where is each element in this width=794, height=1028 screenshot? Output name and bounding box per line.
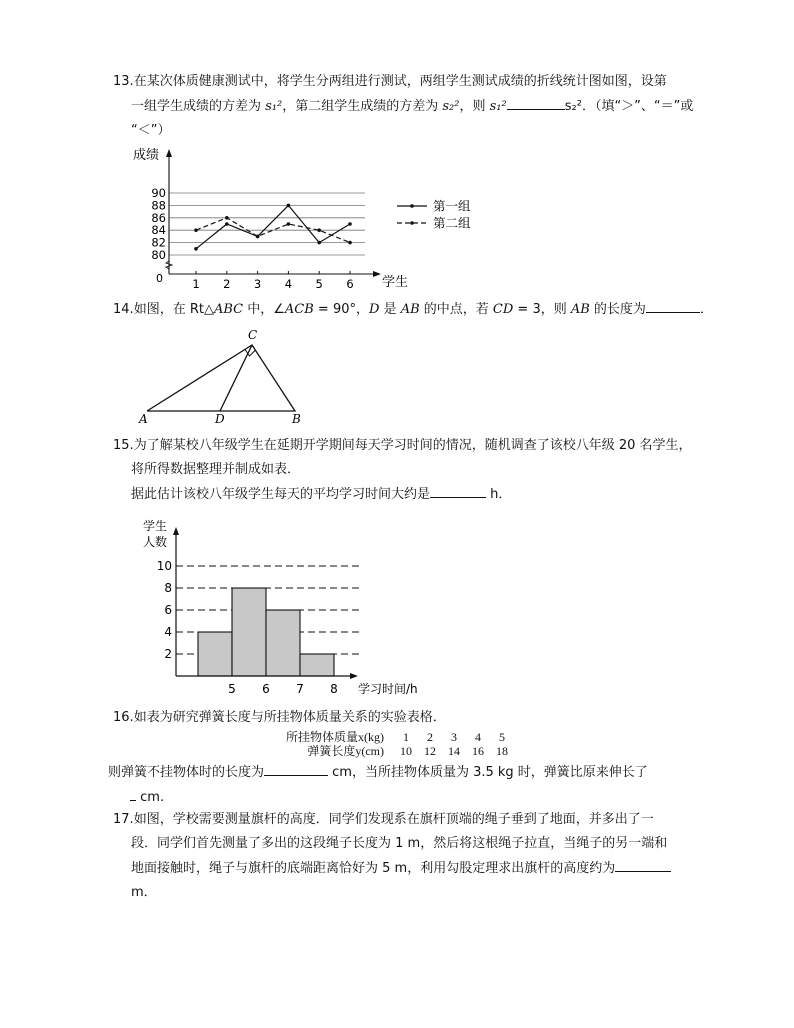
q14-answer-blank[interactable] bbox=[646, 297, 700, 313]
chart1-origin: 0 bbox=[156, 272, 163, 285]
data-point-group2 bbox=[256, 235, 260, 239]
y-axis-arrow bbox=[173, 527, 179, 535]
table-cell: 3 bbox=[451, 730, 457, 744]
legend-marker bbox=[410, 204, 414, 208]
q13-line2: 一组学生成绩的方差为 s₁²，第二组学生成绩的方差为 s₂²，则 s₁² s₂²．（填“＞”、“＝”或 bbox=[113, 94, 713, 119]
line-chart bbox=[125, 143, 495, 293]
x-tick-label: 6 bbox=[262, 682, 270, 696]
x-tick-label: 2 bbox=[223, 277, 231, 291]
q16-line3: cm. bbox=[108, 785, 708, 810]
chart2-ylabel-2: 人数 bbox=[143, 535, 168, 549]
triangle-outline bbox=[147, 345, 295, 411]
table-cell: 18 bbox=[496, 744, 508, 758]
x-tick-label: 8 bbox=[330, 682, 338, 696]
q13-line3: “＜”） bbox=[131, 123, 171, 138]
triangle-figure bbox=[135, 325, 310, 425]
data-point-group2 bbox=[287, 222, 291, 226]
chart2-xlabel: 学习时间/h bbox=[358, 682, 418, 696]
data-point-group2 bbox=[348, 241, 352, 245]
data-point-group2 bbox=[194, 228, 198, 232]
q15-line1: 15.为了解某校八年级学生在延期开学期间每天学习时间的情况，随机调查了该校八年级 20 名学生， bbox=[113, 438, 692, 453]
question-16-cont bbox=[108, 760, 708, 810]
table-cell: 14 bbox=[448, 744, 460, 758]
chart1-xlabel: 学生 bbox=[382, 275, 409, 290]
table-cell: 5 bbox=[499, 730, 505, 744]
data-point-group1 bbox=[225, 222, 229, 226]
histogram-bar bbox=[266, 610, 300, 676]
histogram-chart bbox=[140, 515, 440, 700]
spring-table bbox=[280, 730, 514, 758]
label-a: A bbox=[139, 412, 148, 425]
question-14 bbox=[113, 297, 713, 322]
histogram-bar bbox=[300, 654, 334, 676]
x-tick-label: 3 bbox=[253, 277, 262, 291]
q14-line1: 14.如图，在 Rt△ABC 中，∠ACB = 90°，D 是 AB 的中点，若 CD = 3，则 AB 的长度为 ． bbox=[113, 297, 713, 322]
label-c: C bbox=[248, 328, 258, 342]
label-b: B bbox=[292, 412, 301, 425]
q16-line1: 16.如表为研究弹簧长度与所挂物体质量关系的实验表格． bbox=[113, 710, 446, 725]
y-tick-label: 84 bbox=[151, 223, 166, 238]
question-17 bbox=[113, 808, 713, 905]
x-axis-arrow bbox=[373, 271, 381, 277]
x-tick-label: 5 bbox=[228, 682, 236, 696]
row-label-mass: 所挂物体质量x(kg) bbox=[286, 730, 384, 744]
y-tick-label: 8 bbox=[164, 581, 172, 595]
y-tick-label: 4 bbox=[164, 625, 172, 639]
histogram-bar bbox=[198, 632, 232, 676]
table-cell: 10 bbox=[400, 744, 412, 758]
table-row bbox=[280, 730, 514, 744]
y-tick-label: 2 bbox=[164, 647, 172, 661]
q15-answer-blank[interactable] bbox=[430, 482, 486, 498]
question-15 bbox=[113, 434, 713, 507]
legend-label-group2: 第二组 bbox=[433, 215, 471, 231]
y-tick-label: 10 bbox=[156, 559, 172, 573]
table-cell: 12 bbox=[424, 744, 436, 758]
x-tick-label: 4 bbox=[284, 277, 293, 291]
y-tick-label: 86 bbox=[151, 210, 166, 225]
data-point-group2 bbox=[225, 216, 229, 220]
q13-answer-blank[interactable] bbox=[507, 94, 565, 110]
histogram-bar bbox=[232, 588, 266, 676]
question-16 bbox=[113, 706, 713, 730]
y-axis-arrow bbox=[166, 149, 172, 157]
y-tick-label: 88 bbox=[151, 198, 166, 213]
y-tick-label: 80 bbox=[151, 248, 166, 262]
row-label-length: 弹簧长度y(cm) bbox=[307, 744, 384, 758]
x-tick-label: 7 bbox=[296, 682, 304, 696]
q15-line3: 据此估计该校八年级学生每天的平均学习时间大约是 h． bbox=[113, 482, 713, 507]
q17-line2: 段．同学们首先测量了多出的这段绳子长度为 1 m，然后将这根绳子拉直，当绳子的另一端和 bbox=[131, 836, 668, 851]
x-tick-label: 1 bbox=[192, 277, 200, 291]
q15-line2: 将所得数据整理并制成如表． bbox=[131, 462, 301, 477]
x-tick-label: 5 bbox=[315, 277, 323, 291]
data-point-group1 bbox=[348, 222, 352, 226]
x-tick-label: 6 bbox=[346, 277, 354, 291]
q13-line1: 13.在某次体质健康测试中，将学生分两组进行测试，两组学生测试成绩的折线统计图如图，设第 bbox=[113, 74, 667, 89]
data-point-group1 bbox=[287, 204, 291, 208]
chart1-ylabel: 成绩 bbox=[133, 148, 160, 163]
legend-marker bbox=[410, 221, 414, 225]
table-row bbox=[280, 744, 514, 758]
q17-line1: 17.如图，学校需要测量旗杆的高度．同学们发现系在旗杆顶端的绳子垂到了地面，并多出了一 bbox=[113, 812, 654, 827]
y-tick-label: 82 bbox=[151, 235, 166, 250]
table-cell: 1 bbox=[403, 730, 409, 744]
y-tick-label: 90 bbox=[151, 186, 166, 200]
table-cell: 2 bbox=[427, 730, 433, 744]
table-cell: 4 bbox=[475, 730, 481, 744]
data-point-group1 bbox=[317, 241, 321, 245]
chart2-ylabel-1: 学生 bbox=[143, 519, 168, 533]
question-13 bbox=[113, 70, 713, 143]
q17-line4: m． bbox=[131, 885, 157, 900]
q17-line3: 地面接触时，绳子与旗杆的底端距离恰好为 5 m，利用勾股定理求出旗杆的高度约为 bbox=[113, 856, 713, 881]
q16-answer-blank-1[interactable] bbox=[264, 760, 328, 776]
q13-number: 13. bbox=[113, 74, 134, 89]
q16-line2: 则弹簧不挂物体时的长度为 cm，当所挂物体质量为 3.5 kg 时，弹簧比原来伸长了 bbox=[108, 760, 708, 785]
legend-label-group1: 第一组 bbox=[433, 198, 471, 214]
data-point-group1 bbox=[194, 247, 198, 251]
data-point-group2 bbox=[317, 228, 321, 232]
label-d: D bbox=[215, 412, 225, 425]
x-axis-arrow bbox=[350, 673, 358, 679]
q17-answer-blank[interactable] bbox=[615, 856, 671, 872]
y-tick-label: 6 bbox=[164, 603, 172, 617]
table-cell: 16 bbox=[472, 744, 484, 758]
